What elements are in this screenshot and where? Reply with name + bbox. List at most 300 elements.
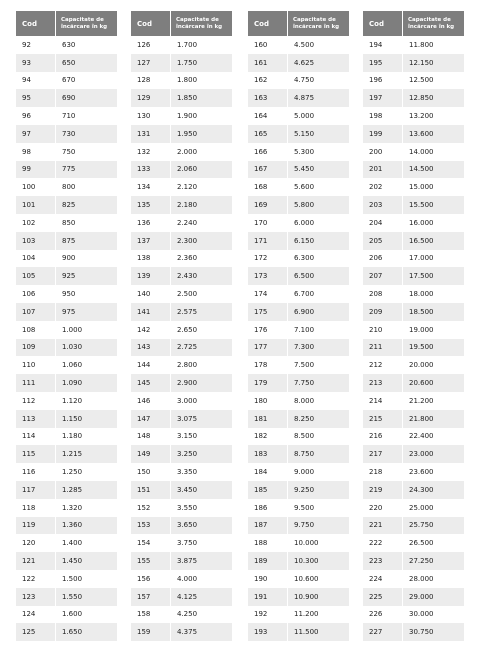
- table-row: [248, 534, 349, 552]
- table-row: [16, 374, 117, 392]
- capacity-cell: 16.500: [403, 232, 465, 250]
- capacity-cell: 650: [56, 54, 118, 72]
- capacity-cell: 1.030: [56, 339, 118, 357]
- table-row: [16, 410, 117, 428]
- code-cell: 121: [16, 552, 56, 570]
- table-row: [16, 72, 117, 90]
- code-cell: 185: [248, 481, 288, 499]
- capacity-cell: 3.750: [171, 534, 233, 552]
- table-row: [131, 178, 232, 196]
- capacity-cell: 4.875: [288, 89, 350, 107]
- code-cell: 96: [16, 107, 56, 125]
- code-cell: 167: [248, 161, 288, 179]
- code-cell: 119: [16, 517, 56, 535]
- code-cell: 128: [131, 72, 171, 90]
- capacity-cell: 10.600: [288, 570, 350, 588]
- code-cell: 221: [363, 517, 403, 535]
- table-row: [363, 410, 464, 428]
- code-cell: 134: [131, 178, 171, 196]
- capacity-cell: 19.500: [403, 339, 465, 357]
- capacity-column-header: Capacitate de încărcare în kg: [171, 11, 233, 36]
- code-cell: 189: [248, 552, 288, 570]
- code-cell: 155: [131, 552, 171, 570]
- capacity-cell: 875: [56, 232, 118, 250]
- capacity-cell: 2.360: [171, 250, 233, 268]
- code-cell: 100: [16, 178, 56, 196]
- table-row: [131, 570, 232, 588]
- capacity-cell: 925: [56, 267, 118, 285]
- capacity-cell: 1.800: [171, 72, 233, 90]
- load-index-column: [363, 11, 464, 641]
- table-row: [131, 552, 232, 570]
- capacity-cell: 690: [56, 89, 118, 107]
- capacity-cell: 1.850: [171, 89, 233, 107]
- table-row: [248, 356, 349, 374]
- capacity-cell: 5.300: [288, 143, 350, 161]
- code-cell: 188: [248, 534, 288, 552]
- code-cell: 137: [131, 232, 171, 250]
- capacity-cell: 16.000: [403, 214, 465, 232]
- table-row: [131, 285, 232, 303]
- table-row: [363, 89, 464, 107]
- table-row: [16, 214, 117, 232]
- table-row: [16, 356, 117, 374]
- code-cell: 141: [131, 303, 171, 321]
- code-cell: 146: [131, 392, 171, 410]
- code-cell: 175: [248, 303, 288, 321]
- capacity-cell: 900: [56, 250, 118, 268]
- code-cell: 116: [16, 463, 56, 481]
- code-cell: 170: [248, 214, 288, 232]
- code-cell: 156: [131, 570, 171, 588]
- capacity-cell: 30.750: [403, 623, 465, 641]
- table-row: [131, 606, 232, 624]
- capacity-cell: 14.500: [403, 161, 465, 179]
- capacity-cell: 4.625: [288, 54, 350, 72]
- table-row: [248, 72, 349, 90]
- capacity-cell: 17.000: [403, 250, 465, 268]
- table-row: [248, 232, 349, 250]
- capacity-cell: 8.750: [288, 445, 350, 463]
- capacity-cell: 2.575: [171, 303, 233, 321]
- load-index-table: [248, 11, 349, 641]
- capacity-cell: 6.500: [288, 267, 350, 285]
- code-cell: 138: [131, 250, 171, 268]
- table-row: [248, 267, 349, 285]
- capacity-cell: 18.000: [403, 285, 465, 303]
- table-row: [363, 285, 464, 303]
- code-cell: 181: [248, 410, 288, 428]
- code-cell: 161: [248, 54, 288, 72]
- table-row: [248, 374, 349, 392]
- capacity-cell: 2.300: [171, 232, 233, 250]
- table-row: [131, 374, 232, 392]
- capacity-cell: 20.000: [403, 356, 465, 374]
- table-row: [16, 267, 117, 285]
- capacity-cell: 5.450: [288, 161, 350, 179]
- capacity-cell: 14.000: [403, 143, 465, 161]
- table-row: [363, 623, 464, 641]
- code-cell: 143: [131, 339, 171, 357]
- capacity-cell: 3.250: [171, 445, 233, 463]
- table-row: [16, 321, 117, 339]
- table-row: [363, 463, 464, 481]
- code-cell: 200: [363, 143, 403, 161]
- capacity-cell: 10.900: [288, 588, 350, 606]
- table-row: [131, 143, 232, 161]
- table-row: [248, 410, 349, 428]
- table-row: [131, 517, 232, 535]
- code-cell: 151: [131, 481, 171, 499]
- table-row: [363, 588, 464, 606]
- table-row: [16, 196, 117, 214]
- table-row: [363, 392, 464, 410]
- capacity-cell: 1.090: [56, 374, 118, 392]
- capacity-cell: 19.000: [403, 321, 465, 339]
- table-row: [131, 161, 232, 179]
- table-row: [248, 321, 349, 339]
- code-cell: 94: [16, 72, 56, 90]
- capacity-cell: 7.750: [288, 374, 350, 392]
- code-column-header: Cod: [16, 11, 56, 36]
- table-row: [248, 517, 349, 535]
- capacity-cell: 1.250: [56, 463, 118, 481]
- table-row: [16, 481, 117, 499]
- code-cell: 95: [16, 89, 56, 107]
- table-row: [16, 107, 117, 125]
- capacity-cell: 8.000: [288, 392, 350, 410]
- code-cell: 171: [248, 232, 288, 250]
- table-row: [363, 232, 464, 250]
- capacity-cell: 2.900: [171, 374, 233, 392]
- code-cell: 136: [131, 214, 171, 232]
- table-row: [131, 250, 232, 268]
- code-cell: 153: [131, 517, 171, 535]
- capacity-cell: 1.750: [171, 54, 233, 72]
- table-row: [131, 481, 232, 499]
- code-cell: 186: [248, 499, 288, 517]
- capacity-cell: 21.200: [403, 392, 465, 410]
- code-cell: 194: [363, 36, 403, 54]
- table-row: [16, 303, 117, 321]
- table-row: [363, 107, 464, 125]
- code-cell: 112: [16, 392, 56, 410]
- code-cell: 99: [16, 161, 56, 179]
- table-row: [363, 552, 464, 570]
- code-cell: 169: [248, 196, 288, 214]
- code-cell: 187: [248, 517, 288, 535]
- table-row: [363, 214, 464, 232]
- code-cell: 206: [363, 250, 403, 268]
- capacity-cell: 1.900: [171, 107, 233, 125]
- code-cell: 193: [248, 623, 288, 641]
- code-cell: 215: [363, 410, 403, 428]
- code-cell: 139: [131, 267, 171, 285]
- table-row: [363, 374, 464, 392]
- code-cell: 172: [248, 250, 288, 268]
- code-cell: 211: [363, 339, 403, 357]
- code-cell: 122: [16, 570, 56, 588]
- table-row: [131, 445, 232, 463]
- code-cell: 98: [16, 143, 56, 161]
- capacity-cell: 27.250: [403, 552, 465, 570]
- table-row: [16, 125, 117, 143]
- table-row: [131, 392, 232, 410]
- code-cell: 219: [363, 481, 403, 499]
- table-row: [248, 36, 349, 54]
- capacity-cell: 1.120: [56, 392, 118, 410]
- table-row: [248, 339, 349, 357]
- code-cell: 164: [248, 107, 288, 125]
- capacity-cell: 24.300: [403, 481, 465, 499]
- code-cell: 208: [363, 285, 403, 303]
- capacity-cell: 13.600: [403, 125, 465, 143]
- load-index-table: [16, 11, 117, 641]
- code-cell: 196: [363, 72, 403, 90]
- table-row: [248, 89, 349, 107]
- code-cell: 120: [16, 534, 56, 552]
- code-cell: 223: [363, 552, 403, 570]
- table-row: [363, 570, 464, 588]
- code-cell: 218: [363, 463, 403, 481]
- table-row: [16, 89, 117, 107]
- table-row: [131, 214, 232, 232]
- code-cell: 212: [363, 356, 403, 374]
- capacity-cell: 6.300: [288, 250, 350, 268]
- load-index-table: [363, 11, 464, 641]
- table-row: [248, 125, 349, 143]
- capacity-cell: 17.500: [403, 267, 465, 285]
- code-cell: 130: [131, 107, 171, 125]
- table-row: [363, 339, 464, 357]
- code-cell: 104: [16, 250, 56, 268]
- code-cell: 162: [248, 72, 288, 90]
- table-row: [16, 285, 117, 303]
- load-index-column: [248, 11, 349, 641]
- capacity-cell: 1.320: [56, 499, 118, 517]
- table-row: [16, 392, 117, 410]
- capacity-cell: 1.950: [171, 125, 233, 143]
- table-row: [363, 321, 464, 339]
- code-cell: 107: [16, 303, 56, 321]
- code-cell: 114: [16, 428, 56, 446]
- table-row: [363, 178, 464, 196]
- table-row: [16, 445, 117, 463]
- load-index-column: [16, 11, 117, 641]
- capacity-cell: 4.375: [171, 623, 233, 641]
- table-row: [131, 54, 232, 72]
- code-cell: 105: [16, 267, 56, 285]
- code-cell: 190: [248, 570, 288, 588]
- capacity-cell: 630: [56, 36, 118, 54]
- capacity-cell: 730: [56, 125, 118, 143]
- code-cell: 159: [131, 623, 171, 641]
- code-cell: 145: [131, 374, 171, 392]
- capacity-cell: 2.650: [171, 321, 233, 339]
- code-cell: 225: [363, 588, 403, 606]
- code-cell: 184: [248, 463, 288, 481]
- table-row: [248, 214, 349, 232]
- capacity-cell: 6.000: [288, 214, 350, 232]
- capacity-cell: 12.150: [403, 54, 465, 72]
- capacity-cell: 1.450: [56, 552, 118, 570]
- table-row: [131, 534, 232, 552]
- capacity-cell: 4.125: [171, 588, 233, 606]
- table-row: [131, 428, 232, 446]
- table-row: [131, 410, 232, 428]
- code-cell: 217: [363, 445, 403, 463]
- capacity-cell: 3.350: [171, 463, 233, 481]
- code-cell: 149: [131, 445, 171, 463]
- capacity-cell: 26.500: [403, 534, 465, 552]
- capacity-cell: 1.180: [56, 428, 118, 446]
- capacity-cell: 25.000: [403, 499, 465, 517]
- code-cell: 129: [131, 89, 171, 107]
- capacity-cell: 8.250: [288, 410, 350, 428]
- table-row: [363, 143, 464, 161]
- capacity-cell: 3.000: [171, 392, 233, 410]
- code-cell: 154: [131, 534, 171, 552]
- table-row: [16, 143, 117, 161]
- table-row: [16, 534, 117, 552]
- code-cell: 144: [131, 356, 171, 374]
- capacity-cell: 1.000: [56, 321, 118, 339]
- capacity-cell: 850: [56, 214, 118, 232]
- table-row: [131, 339, 232, 357]
- capacity-cell: 670: [56, 72, 118, 90]
- code-cell: 118: [16, 499, 56, 517]
- capacity-cell: 6.900: [288, 303, 350, 321]
- capacity-cell: 775: [56, 161, 118, 179]
- table-row: [131, 232, 232, 250]
- capacity-cell: 1.150: [56, 410, 118, 428]
- capacity-cell: 3.650: [171, 517, 233, 535]
- code-cell: 92: [16, 36, 56, 54]
- capacity-cell: 29.000: [403, 588, 465, 606]
- capacity-cell: 15.500: [403, 196, 465, 214]
- table-row: [248, 107, 349, 125]
- capacity-cell: 30.000: [403, 606, 465, 624]
- table-row: [248, 54, 349, 72]
- code-cell: 166: [248, 143, 288, 161]
- code-cell: 168: [248, 178, 288, 196]
- code-cell: 124: [16, 606, 56, 624]
- code-cell: 133: [131, 161, 171, 179]
- table-row: [363, 72, 464, 90]
- code-cell: 150: [131, 463, 171, 481]
- capacity-cell: 9.500: [288, 499, 350, 517]
- capacity-cell: 2.000: [171, 143, 233, 161]
- table-row: [363, 161, 464, 179]
- table-row: [248, 588, 349, 606]
- table-row: [248, 143, 349, 161]
- code-cell: 216: [363, 428, 403, 446]
- table-row: [363, 499, 464, 517]
- capacity-cell: 1.400: [56, 534, 118, 552]
- code-cell: 123: [16, 588, 56, 606]
- table-row: [131, 89, 232, 107]
- table-row: [363, 125, 464, 143]
- capacity-cell: 2.500: [171, 285, 233, 303]
- code-cell: 158: [131, 606, 171, 624]
- code-cell: 157: [131, 588, 171, 606]
- code-cell: 126: [131, 36, 171, 54]
- code-cell: 103: [16, 232, 56, 250]
- capacity-cell: 2.240: [171, 214, 233, 232]
- capacity-cell: 5.800: [288, 196, 350, 214]
- capacity-cell: 21.800: [403, 410, 465, 428]
- table-row: [16, 463, 117, 481]
- code-cell: 109: [16, 339, 56, 357]
- capacity-cell: 5.000: [288, 107, 350, 125]
- table-row: [131, 267, 232, 285]
- capacity-cell: 23.000: [403, 445, 465, 463]
- code-cell: 227: [363, 623, 403, 641]
- table-row: [16, 588, 117, 606]
- capacity-cell: 1.285: [56, 481, 118, 499]
- code-cell: 140: [131, 285, 171, 303]
- load-index-column: [131, 11, 232, 641]
- table-row: [363, 267, 464, 285]
- capacity-cell: 5.600: [288, 178, 350, 196]
- table-row: [16, 623, 117, 641]
- code-column-header: Cod: [248, 11, 288, 36]
- code-cell: 148: [131, 428, 171, 446]
- code-cell: 195: [363, 54, 403, 72]
- table-row: [16, 517, 117, 535]
- table-row: [248, 499, 349, 517]
- capacity-cell: 1.060: [56, 356, 118, 374]
- code-cell: 182: [248, 428, 288, 446]
- table-row: [16, 36, 117, 54]
- table-row: [248, 250, 349, 268]
- capacity-cell: 25.750: [403, 517, 465, 535]
- code-cell: 163: [248, 89, 288, 107]
- table-row: [131, 107, 232, 125]
- table-row: [363, 54, 464, 72]
- capacity-cell: 9.250: [288, 481, 350, 499]
- table-row: [16, 552, 117, 570]
- code-cell: 203: [363, 196, 403, 214]
- code-cell: 173: [248, 267, 288, 285]
- capacity-cell: 800: [56, 178, 118, 196]
- code-cell: 197: [363, 89, 403, 107]
- capacity-cell: 13.200: [403, 107, 465, 125]
- capacity-cell: 7.300: [288, 339, 350, 357]
- table-header-row: [131, 11, 232, 36]
- table-row: [16, 250, 117, 268]
- capacity-cell: 4.750: [288, 72, 350, 90]
- code-cell: 160: [248, 36, 288, 54]
- table-row: [248, 606, 349, 624]
- table-row: [248, 623, 349, 641]
- capacity-cell: 825: [56, 196, 118, 214]
- capacity-cell: 5.150: [288, 125, 350, 143]
- capacity-cell: 12.500: [403, 72, 465, 90]
- table-row: [363, 303, 464, 321]
- code-cell: 224: [363, 570, 403, 588]
- capacity-cell: 15.000: [403, 178, 465, 196]
- table-row: [16, 232, 117, 250]
- code-cell: 213: [363, 374, 403, 392]
- capacity-cell: 4.250: [171, 606, 233, 624]
- table-row: [16, 339, 117, 357]
- table-row: [248, 570, 349, 588]
- capacity-cell: 9.750: [288, 517, 350, 535]
- capacity-cell: 3.150: [171, 428, 233, 446]
- table-row: [131, 303, 232, 321]
- table-row: [16, 178, 117, 196]
